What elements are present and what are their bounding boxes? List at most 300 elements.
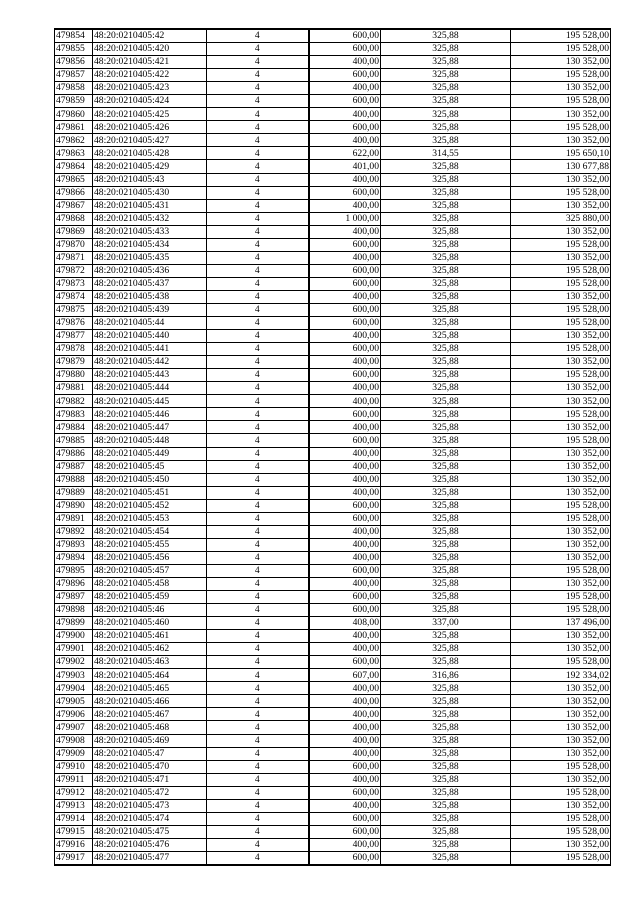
row-number-cell: 479914 <box>55 812 93 825</box>
area-cell: 600,00 <box>309 434 381 447</box>
row-number-cell: 479855 <box>55 43 93 56</box>
row-number-cell: 479870 <box>55 238 93 251</box>
area-cell: 400,00 <box>309 577 381 590</box>
area-cell: 600,00 <box>309 825 381 838</box>
cadastral-number-cell: 48:20:0210405:439 <box>93 303 207 316</box>
row-number-cell: 479889 <box>55 486 93 499</box>
category-code-cell: 4 <box>207 199 309 212</box>
category-code-cell: 4 <box>207 747 309 760</box>
total-value-cell: 130 352,00 <box>511 682 611 695</box>
area-cell: 400,00 <box>309 56 381 69</box>
category-code-cell: 4 <box>207 525 309 538</box>
area-cell: 600,00 <box>309 277 381 290</box>
cadastral-number-cell: 48:20:0210405:477 <box>93 851 207 865</box>
cadastral-number-cell: 48:20:0210405:442 <box>93 356 207 369</box>
category-code-cell: 4 <box>207 838 309 851</box>
area-cell: 600,00 <box>309 186 381 199</box>
cadastral-number-cell: 48:20:0210405:451 <box>93 486 207 499</box>
table-row <box>55 238 611 251</box>
category-code-cell: 4 <box>207 330 309 343</box>
cadastral-number-cell: 48:20:0210405:471 <box>93 773 207 786</box>
area-cell: 400,00 <box>309 643 381 656</box>
unit-price-cell: 325,88 <box>381 238 511 251</box>
area-cell: 400,00 <box>309 134 381 147</box>
row-number-cell: 479908 <box>55 734 93 747</box>
row-number-cell: 479900 <box>55 630 93 643</box>
unit-price-cell: 325,88 <box>381 134 511 147</box>
row-number-cell: 479906 <box>55 708 93 721</box>
area-cell: 600,00 <box>309 812 381 825</box>
category-code-cell: 4 <box>207 434 309 447</box>
unit-price-cell: 325,88 <box>381 695 511 708</box>
table-row <box>55 173 611 186</box>
total-value-cell: 130 352,00 <box>511 577 611 590</box>
cadastral-number-cell: 48:20:0210405:435 <box>93 251 207 264</box>
category-code-cell: 4 <box>207 760 309 773</box>
total-value-cell: 130 352,00 <box>511 773 611 786</box>
unit-price-cell: 325,88 <box>381 264 511 277</box>
total-value-cell: 130 352,00 <box>511 330 611 343</box>
unit-price-cell: 325,88 <box>381 251 511 264</box>
total-value-cell: 195 528,00 <box>511 317 611 330</box>
cadastral-number-cell: 48:20:0210405:460 <box>93 617 207 630</box>
table-row <box>55 538 611 551</box>
unit-price-cell: 325,88 <box>381 382 511 395</box>
row-number-cell: 479913 <box>55 799 93 812</box>
category-code-cell: 4 <box>207 277 309 290</box>
cadastral-number-cell: 48:20:0210405:440 <box>93 330 207 343</box>
category-code-cell: 4 <box>207 851 309 865</box>
area-cell: 400,00 <box>309 551 381 564</box>
table-row <box>55 108 611 121</box>
unit-price-cell: 325,88 <box>381 421 511 434</box>
area-cell: 600,00 <box>309 29 381 43</box>
area-cell: 600,00 <box>309 121 381 134</box>
unit-price-cell: 325,88 <box>381 95 511 108</box>
row-number-cell: 479884 <box>55 421 93 434</box>
unit-price-cell: 325,88 <box>381 395 511 408</box>
cadastral-number-cell: 48:20:0210405:463 <box>93 656 207 669</box>
category-code-cell: 4 <box>207 408 309 421</box>
table-row <box>55 29 611 43</box>
category-code-cell: 4 <box>207 786 309 799</box>
row-number-cell: 479854 <box>55 29 93 43</box>
total-value-cell: 130 352,00 <box>511 538 611 551</box>
category-code-cell: 4 <box>207 447 309 460</box>
table-row <box>55 95 611 108</box>
table-row <box>55 199 611 212</box>
category-code-cell: 4 <box>207 499 309 512</box>
area-cell: 400,00 <box>309 108 381 121</box>
cadastral-number-cell: 48:20:0210405:427 <box>93 134 207 147</box>
category-code-cell: 4 <box>207 486 309 499</box>
category-code-cell: 4 <box>207 460 309 473</box>
category-code-cell: 4 <box>207 382 309 395</box>
area-cell: 400,00 <box>309 747 381 760</box>
unit-price-cell: 325,88 <box>381 486 511 499</box>
row-number-cell: 479892 <box>55 525 93 538</box>
row-number-cell: 479857 <box>55 69 93 82</box>
total-value-cell: 195 528,00 <box>511 434 611 447</box>
area-cell: 400,00 <box>309 734 381 747</box>
cadastral-number-cell: 48:20:0210405:436 <box>93 264 207 277</box>
table-row <box>55 160 611 173</box>
table-body <box>55 29 611 865</box>
unit-price-cell: 325,88 <box>381 499 511 512</box>
table-row <box>55 343 611 356</box>
table-row <box>55 277 611 290</box>
row-number-cell: 479893 <box>55 538 93 551</box>
unit-price-cell: 325,88 <box>381 721 511 734</box>
row-number-cell: 479897 <box>55 591 93 604</box>
area-cell: 600,00 <box>309 499 381 512</box>
row-number-cell: 479880 <box>55 369 93 382</box>
area-cell: 400,00 <box>309 721 381 734</box>
category-code-cell: 4 <box>207 303 309 316</box>
area-cell: 408,00 <box>309 617 381 630</box>
area-cell: 1 000,00 <box>309 212 381 225</box>
area-cell: 400,00 <box>309 290 381 303</box>
total-value-cell: 192 334,02 <box>511 669 611 682</box>
cadastral-number-cell: 48:20:0210405:437 <box>93 277 207 290</box>
area-cell: 600,00 <box>309 760 381 773</box>
area-cell: 400,00 <box>309 382 381 395</box>
row-number-cell: 479883 <box>55 408 93 421</box>
unit-price-cell: 325,88 <box>381 108 511 121</box>
total-value-cell: 195 528,00 <box>511 277 611 290</box>
table-row <box>55 512 611 525</box>
row-number-cell: 479901 <box>55 643 93 656</box>
total-value-cell: 130 352,00 <box>511 486 611 499</box>
unit-price-cell: 325,88 <box>381 682 511 695</box>
row-number-cell: 479905 <box>55 695 93 708</box>
category-code-cell: 4 <box>207 56 309 69</box>
row-number-cell: 479916 <box>55 838 93 851</box>
cadastral-number-cell: 48:20:0210405:475 <box>93 825 207 838</box>
total-value-cell: 130 352,00 <box>511 395 611 408</box>
row-number-cell: 479876 <box>55 317 93 330</box>
category-code-cell: 4 <box>207 604 309 617</box>
total-value-cell: 195 528,00 <box>511 186 611 199</box>
unit-price-cell: 325,88 <box>381 473 511 486</box>
row-number-cell: 479902 <box>55 656 93 669</box>
total-value-cell: 130 352,00 <box>511 747 611 760</box>
cadastral-number-cell: 48:20:0210405:458 <box>93 577 207 590</box>
cadastral-number-cell: 48:20:0210405:454 <box>93 525 207 538</box>
unit-price-cell: 325,88 <box>381 330 511 343</box>
unit-price-cell: 325,88 <box>381 604 511 617</box>
table-row <box>55 317 611 330</box>
cadastral-number-cell: 48:20:0210405:448 <box>93 434 207 447</box>
cadastral-number-cell: 48:20:0210405:473 <box>93 799 207 812</box>
row-number-cell: 479887 <box>55 460 93 473</box>
unit-price-cell: 325,88 <box>381 577 511 590</box>
cadastral-number-cell: 48:20:0210405:470 <box>93 760 207 773</box>
unit-price-cell: 325,88 <box>381 734 511 747</box>
cadastral-number-cell: 48:20:0210405:433 <box>93 225 207 238</box>
cadastral-number-cell: 48:20:0210405:426 <box>93 121 207 134</box>
row-number-cell: 479894 <box>55 551 93 564</box>
category-code-cell: 4 <box>207 251 309 264</box>
row-number-cell: 479875 <box>55 303 93 316</box>
table-row <box>55 499 611 512</box>
cadastral-number-cell: 48:20:0210405:45 <box>93 460 207 473</box>
category-code-cell: 4 <box>207 369 309 382</box>
category-code-cell: 4 <box>207 551 309 564</box>
row-number-cell: 479904 <box>55 682 93 695</box>
cadastral-number-cell: 48:20:0210405:428 <box>93 147 207 160</box>
total-value-cell: 195 528,00 <box>511 43 611 56</box>
category-code-cell: 4 <box>207 617 309 630</box>
table-row <box>55 264 611 277</box>
total-value-cell: 130 352,00 <box>511 630 611 643</box>
category-code-cell: 4 <box>207 238 309 251</box>
area-cell: 401,00 <box>309 160 381 173</box>
cadastral-number-cell: 48:20:0210405:445 <box>93 395 207 408</box>
cadastral-number-cell: 48:20:0210405:461 <box>93 630 207 643</box>
table-row <box>55 525 611 538</box>
category-code-cell: 4 <box>207 695 309 708</box>
cadastral-number-cell: 48:20:0210405:430 <box>93 186 207 199</box>
row-number-cell: 479898 <box>55 604 93 617</box>
cadastral-number-cell: 48:20:0210405:468 <box>93 721 207 734</box>
row-number-cell: 479895 <box>55 564 93 577</box>
row-number-cell: 479868 <box>55 212 93 225</box>
unit-price-cell: 314,55 <box>381 147 511 160</box>
row-number-cell: 479861 <box>55 121 93 134</box>
unit-price-cell: 325,88 <box>381 408 511 421</box>
unit-price-cell: 325,88 <box>381 160 511 173</box>
unit-price-cell: 325,88 <box>381 773 511 786</box>
area-cell: 400,00 <box>309 421 381 434</box>
cadastral-number-cell: 48:20:0210405:446 <box>93 408 207 421</box>
row-number-cell: 479911 <box>55 773 93 786</box>
total-value-cell: 195 528,00 <box>511 264 611 277</box>
area-cell: 400,00 <box>309 460 381 473</box>
area-cell: 400,00 <box>309 199 381 212</box>
category-code-cell: 4 <box>207 264 309 277</box>
cadastral-number-cell: 48:20:0210405:474 <box>93 812 207 825</box>
row-number-cell: 479881 <box>55 382 93 395</box>
unit-price-cell: 325,88 <box>381 551 511 564</box>
unit-price-cell: 325,88 <box>381 186 511 199</box>
unit-price-cell: 316,86 <box>381 669 511 682</box>
row-number-cell: 479866 <box>55 186 93 199</box>
cadastral-number-cell: 48:20:0210405:47 <box>93 747 207 760</box>
row-number-cell: 479909 <box>55 747 93 760</box>
cadastral-number-cell: 48:20:0210405:423 <box>93 82 207 95</box>
category-code-cell: 4 <box>207 147 309 160</box>
total-value-cell: 195 528,00 <box>511 656 611 669</box>
category-code-cell: 4 <box>207 212 309 225</box>
cadastral-number-cell: 48:20:0210405:420 <box>93 43 207 56</box>
category-code-cell: 4 <box>207 317 309 330</box>
total-value-cell: 195 528,00 <box>511 512 611 525</box>
row-number-cell: 479885 <box>55 434 93 447</box>
category-code-cell: 4 <box>207 669 309 682</box>
table-row <box>55 773 611 786</box>
unit-price-cell: 325,88 <box>381 512 511 525</box>
table-row <box>55 225 611 238</box>
row-number-cell: 479856 <box>55 56 93 69</box>
total-value-cell: 137 496,00 <box>511 617 611 630</box>
row-number-cell: 479917 <box>55 851 93 865</box>
category-code-cell: 4 <box>207 473 309 486</box>
row-number-cell: 479910 <box>55 760 93 773</box>
area-cell: 400,00 <box>309 330 381 343</box>
row-number-cell: 479873 <box>55 277 93 290</box>
cadastral-number-cell: 48:20:0210405:421 <box>93 56 207 69</box>
cadastral-number-cell: 48:20:0210405:459 <box>93 591 207 604</box>
unit-price-cell: 325,88 <box>381 29 511 43</box>
table-row <box>55 382 611 395</box>
category-code-cell: 4 <box>207 121 309 134</box>
unit-price-cell: 325,88 <box>381 290 511 303</box>
total-value-cell: 130 352,00 <box>511 199 611 212</box>
total-value-cell: 130 352,00 <box>511 799 611 812</box>
area-cell: 600,00 <box>309 303 381 316</box>
unit-price-cell: 325,88 <box>381 760 511 773</box>
total-value-cell: 195 528,00 <box>511 825 611 838</box>
table-row <box>55 473 611 486</box>
table-row <box>55 330 611 343</box>
category-code-cell: 4 <box>207 225 309 238</box>
unit-price-cell: 325,88 <box>381 82 511 95</box>
category-code-cell: 4 <box>207 564 309 577</box>
table-row <box>55 669 611 682</box>
category-code-cell: 4 <box>207 186 309 199</box>
total-value-cell: 130 352,00 <box>511 108 611 121</box>
unit-price-cell: 325,88 <box>381 303 511 316</box>
unit-price-cell: 325,88 <box>381 434 511 447</box>
row-number-cell: 479862 <box>55 134 93 147</box>
row-number-cell: 479858 <box>55 82 93 95</box>
cadastral-number-cell: 48:20:0210405:447 <box>93 421 207 434</box>
area-cell: 400,00 <box>309 695 381 708</box>
area-cell: 607,00 <box>309 669 381 682</box>
cadastral-number-cell: 48:20:0210405:466 <box>93 695 207 708</box>
area-cell: 400,00 <box>309 799 381 812</box>
area-cell: 400,00 <box>309 173 381 186</box>
table-row <box>55 708 611 721</box>
area-cell: 400,00 <box>309 682 381 695</box>
unit-price-cell: 325,88 <box>381 343 511 356</box>
area-cell: 600,00 <box>309 851 381 865</box>
table-row <box>55 56 611 69</box>
unit-price-cell: 325,88 <box>381 317 511 330</box>
unit-price-cell: 325,88 <box>381 786 511 799</box>
unit-price-cell: 325,88 <box>381 799 511 812</box>
area-cell: 600,00 <box>309 656 381 669</box>
cadastral-number-cell: 48:20:0210405:457 <box>93 564 207 577</box>
table-row <box>55 460 611 473</box>
row-number-cell: 479891 <box>55 512 93 525</box>
area-cell: 400,00 <box>309 225 381 238</box>
cadastral-number-cell: 48:20:0210405:476 <box>93 838 207 851</box>
cadastral-number-cell: 48:20:0210405:450 <box>93 473 207 486</box>
table-row <box>55 838 611 851</box>
category-code-cell: 4 <box>207 134 309 147</box>
area-cell: 600,00 <box>309 264 381 277</box>
row-number-cell: 479869 <box>55 225 93 238</box>
table-row <box>55 851 611 865</box>
unit-price-cell: 325,88 <box>381 630 511 643</box>
cadastral-number-cell: 48:20:0210405:425 <box>93 108 207 121</box>
row-number-cell: 479860 <box>55 108 93 121</box>
area-cell: 600,00 <box>309 369 381 382</box>
table-row <box>55 395 611 408</box>
unit-price-cell: 325,88 <box>381 825 511 838</box>
total-value-cell: 130 352,00 <box>511 225 611 238</box>
total-value-cell: 195 528,00 <box>511 29 611 43</box>
row-number-cell: 479859 <box>55 95 93 108</box>
category-code-cell: 4 <box>207 721 309 734</box>
cadastral-number-cell: 48:20:0210405:46 <box>93 604 207 617</box>
table-row <box>55 786 611 799</box>
row-number-cell: 479864 <box>55 160 93 173</box>
land-plots-table <box>54 28 611 866</box>
row-number-cell: 479899 <box>55 617 93 630</box>
total-value-cell: 130 352,00 <box>511 251 611 264</box>
area-cell: 600,00 <box>309 408 381 421</box>
area-cell: 400,00 <box>309 538 381 551</box>
category-code-cell: 4 <box>207 799 309 812</box>
table-row <box>55 721 611 734</box>
area-cell: 600,00 <box>309 604 381 617</box>
table-row <box>55 147 611 160</box>
unit-price-cell: 325,88 <box>381 56 511 69</box>
unit-price-cell: 325,88 <box>381 43 511 56</box>
category-code-cell: 4 <box>207 591 309 604</box>
area-cell: 600,00 <box>309 95 381 108</box>
unit-price-cell: 325,88 <box>381 538 511 551</box>
row-number-cell: 479867 <box>55 199 93 212</box>
row-number-cell: 479890 <box>55 499 93 512</box>
total-value-cell: 195 650,10 <box>511 147 611 160</box>
cadastral-number-cell: 48:20:0210405:429 <box>93 160 207 173</box>
cadastral-number-cell: 48:20:0210405:472 <box>93 786 207 799</box>
table-row <box>55 577 611 590</box>
category-code-cell: 4 <box>207 290 309 303</box>
row-number-cell: 479886 <box>55 447 93 460</box>
total-value-cell: 195 528,00 <box>511 604 611 617</box>
cadastral-number-cell: 48:20:0210405:434 <box>93 238 207 251</box>
row-number-cell: 479912 <box>55 786 93 799</box>
cadastral-number-cell: 48:20:0210405:441 <box>93 343 207 356</box>
total-value-cell: 195 528,00 <box>511 238 611 251</box>
total-value-cell: 130 352,00 <box>511 525 611 538</box>
unit-price-cell: 325,88 <box>381 69 511 82</box>
category-code-cell: 4 <box>207 825 309 838</box>
table-row <box>55 617 611 630</box>
table-row <box>55 251 611 264</box>
table-row <box>55 356 611 369</box>
unit-price-cell: 325,88 <box>381 173 511 186</box>
area-cell: 400,00 <box>309 525 381 538</box>
total-value-cell: 130 352,00 <box>511 695 611 708</box>
cadastral-number-cell: 48:20:0210405:424 <box>93 95 207 108</box>
row-number-cell: 479888 <box>55 473 93 486</box>
area-cell: 600,00 <box>309 512 381 525</box>
table-row <box>55 564 611 577</box>
row-number-cell: 479903 <box>55 669 93 682</box>
row-number-cell: 479877 <box>55 330 93 343</box>
table-row <box>55 134 611 147</box>
table-row <box>55 643 611 656</box>
total-value-cell: 130 352,00 <box>511 473 611 486</box>
total-value-cell: 130 352,00 <box>511 734 611 747</box>
table-row <box>55 760 611 773</box>
